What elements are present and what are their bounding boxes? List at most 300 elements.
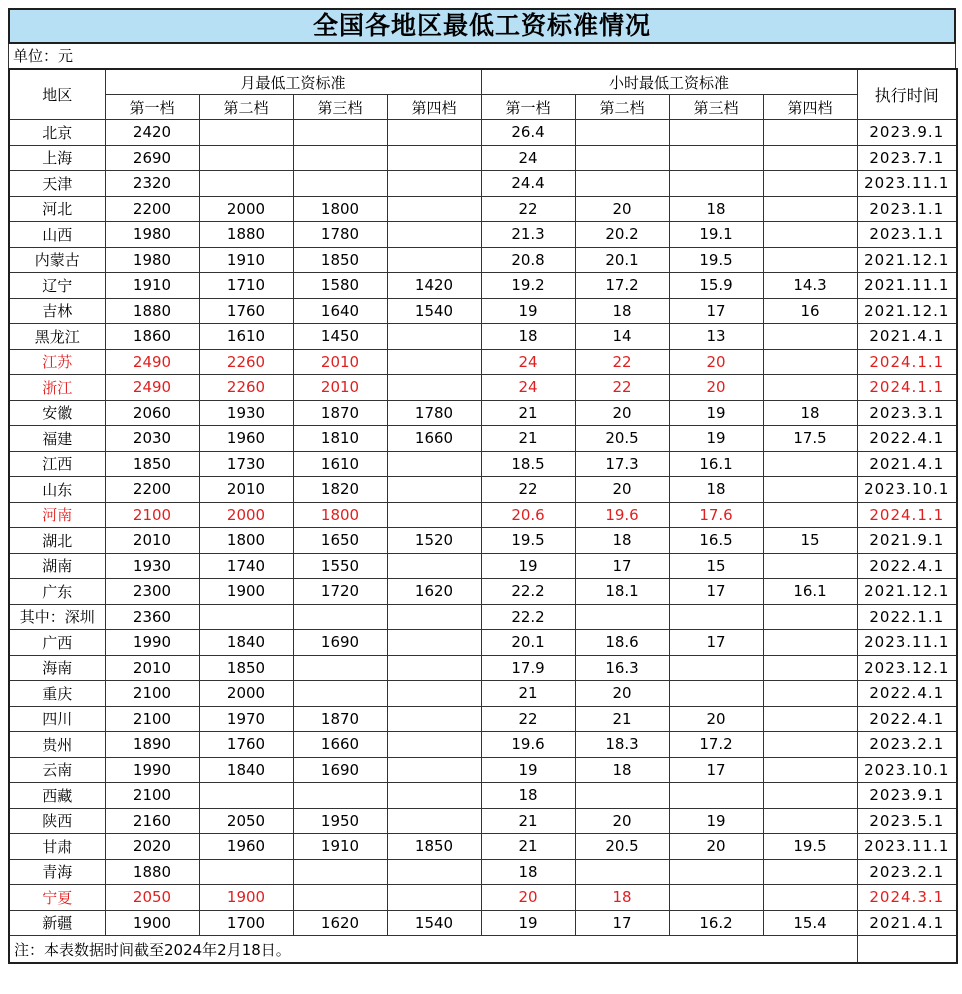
wage-sheet (8, 8, 956, 964)
hourly-tier-1-cell: 24 (481, 349, 575, 375)
monthly-tier-3-cell: 1910 (293, 834, 387, 860)
monthly-tier-1-cell: 2030 (105, 426, 199, 452)
hourly-tier-3-cell: 20 (669, 706, 763, 732)
region-cell: 山西 (9, 222, 105, 248)
monthly-tier-1-cell: 2100 (105, 502, 199, 528)
hourly-tier-2-cell: 17 (575, 910, 669, 936)
effective-date-cell: 2021.11.1 (857, 273, 957, 299)
region-cell: 海南 (9, 655, 105, 681)
effective-date-cell: 2023.11.1 (857, 171, 957, 197)
table-row (9, 375, 957, 401)
hourly-tier-3-cell: 20 (669, 834, 763, 860)
hourly-tier-1-cell: 19 (481, 298, 575, 324)
monthly-tier-1-cell: 2690 (105, 145, 199, 171)
monthly-tier-1-cell: 2010 (105, 655, 199, 681)
hourly-tier-1-cell: 22.2 (481, 604, 575, 630)
hourly-tier-4-cell (763, 120, 857, 146)
effective-date-cell: 2024.1.1 (857, 349, 957, 375)
effective-date-cell: 2024.1.1 (857, 502, 957, 528)
region-cell: 四川 (9, 706, 105, 732)
monthly-tier-1-cell: 1980 (105, 247, 199, 273)
hourly-tier-2-cell: 18 (575, 528, 669, 554)
monthly-tier-4-cell: 1780 (387, 400, 481, 426)
table-row (9, 247, 957, 273)
monthly-tier-4-cell (387, 655, 481, 681)
hourly-tier-1-cell: 21.3 (481, 222, 575, 248)
monthly-tier-1-cell: 2490 (105, 349, 199, 375)
hourly-tier-1-cell: 22 (481, 196, 575, 222)
monthly-tier-3-cell: 1550 (293, 553, 387, 579)
table-row (9, 222, 957, 248)
monthly-tier-2-cell: 1760 (199, 298, 293, 324)
footnote-empty-cell (857, 936, 957, 964)
wage-table (8, 68, 958, 964)
hourly-tier-4-cell (763, 604, 857, 630)
monthly-tier-1-cell: 1930 (105, 553, 199, 579)
table-row (9, 910, 957, 936)
effective-date-cell: 2023.2.1 (857, 732, 957, 758)
hourly-tier-4-cell (763, 808, 857, 834)
monthly-tier-2-cell: 1970 (199, 706, 293, 732)
monthly-tier-3-cell (293, 681, 387, 707)
hourly-tier-2-cell: 18 (575, 298, 669, 324)
region-cell: 广东 (9, 579, 105, 605)
table-row (9, 451, 957, 477)
effective-date-cell: 2021.12.1 (857, 298, 957, 324)
monthly-tier-2-cell: 1800 (199, 528, 293, 554)
effective-date-cell: 2023.7.1 (857, 145, 957, 171)
monthly-tier-2-header: 第二档 (199, 95, 293, 120)
monthly-tier-2-cell: 2000 (199, 502, 293, 528)
hourly-tier-4-cell: 18 (763, 400, 857, 426)
hourly-tier-4-cell (763, 732, 857, 758)
hourly-tier-2-cell: 22 (575, 375, 669, 401)
hourly-tier-3-cell: 15 (669, 553, 763, 579)
hourly-tier-2-cell (575, 604, 669, 630)
monthly-tier-4-cell (387, 604, 481, 630)
hourly-tier-2-cell: 17 (575, 553, 669, 579)
monthly-tier-2-cell: 1610 (199, 324, 293, 350)
hourly-tier-2-cell (575, 783, 669, 809)
hourly-tier-4-cell (763, 885, 857, 911)
monthly-tier-4-cell: 1420 (387, 273, 481, 299)
hourly-tier-2-cell: 19.6 (575, 502, 669, 528)
region-cell: 内蒙古 (9, 247, 105, 273)
hourly-header: 小时最低工资标准 (481, 69, 857, 95)
table-row (9, 120, 957, 146)
hourly-tier-4-cell (763, 324, 857, 350)
region-cell: 陕西 (9, 808, 105, 834)
hourly-tier-4-cell (763, 451, 857, 477)
monthly-tier-3-cell: 1720 (293, 579, 387, 605)
monthly-tier-2-cell: 2000 (199, 681, 293, 707)
region-cell: 其中：深圳 (9, 604, 105, 630)
hourly-tier-2-cell (575, 120, 669, 146)
hourly-tier-3-cell (669, 171, 763, 197)
monthly-tier-2-cell: 1700 (199, 910, 293, 936)
monthly-tier-1-cell: 1860 (105, 324, 199, 350)
hourly-tier-2-cell: 18 (575, 757, 669, 783)
monthly-tier-4-cell (387, 757, 481, 783)
monthly-tier-1-cell: 1880 (105, 298, 199, 324)
hourly-tier-4-cell (763, 706, 857, 732)
monthly-tier-4-cell (387, 120, 481, 146)
monthly-tier-2-cell: 2000 (199, 196, 293, 222)
region-cell: 宁夏 (9, 885, 105, 911)
monthly-tier-3-cell: 1780 (293, 222, 387, 248)
hourly-tier-2-cell: 18.3 (575, 732, 669, 758)
hourly-tier-2-cell: 20 (575, 196, 669, 222)
hourly-tier-3-cell: 17 (669, 630, 763, 656)
monthly-tier-2-cell: 1960 (199, 834, 293, 860)
monthly-tier-2-cell: 1930 (199, 400, 293, 426)
hourly-tier-1-cell: 22 (481, 477, 575, 503)
monthly-tier-2-cell: 1960 (199, 426, 293, 452)
region-cell: 新疆 (9, 910, 105, 936)
effective-date-cell: 2023.10.1 (857, 757, 957, 783)
monthly-tier-1-cell: 2320 (105, 171, 199, 197)
region-cell: 广西 (9, 630, 105, 656)
table-row (9, 273, 957, 299)
monthly-tier-2-cell: 1900 (199, 885, 293, 911)
monthly-tier-1-cell: 1980 (105, 222, 199, 248)
hourly-tier-1-cell: 18 (481, 859, 575, 885)
effective-date-cell: 2021.4.1 (857, 324, 957, 350)
effective-date-cell: 2023.5.1 (857, 808, 957, 834)
hourly-tier-2-cell: 14 (575, 324, 669, 350)
monthly-tier-4-cell (387, 885, 481, 911)
monthly-tier-4-header: 第四档 (387, 95, 481, 120)
effective-date-cell: 2021.12.1 (857, 579, 957, 605)
monthly-tier-3-cell (293, 145, 387, 171)
hourly-tier-2-cell: 20 (575, 477, 669, 503)
hourly-tier-1-cell: 24.4 (481, 171, 575, 197)
monthly-tier-1-cell: 2020 (105, 834, 199, 860)
table-row (9, 502, 957, 528)
monthly-tier-1-cell: 2300 (105, 579, 199, 605)
region-cell: 天津 (9, 171, 105, 197)
hourly-tier-2-cell: 20 (575, 681, 669, 707)
hourly-tier-4-cell (763, 349, 857, 375)
monthly-tier-3-cell (293, 120, 387, 146)
hourly-tier-2-cell: 20 (575, 400, 669, 426)
effective-date-cell: 2023.9.1 (857, 783, 957, 809)
monthly-tier-4-cell (387, 247, 481, 273)
monthly-tier-1-cell: 2160 (105, 808, 199, 834)
monthly-tier-3-cell: 1610 (293, 451, 387, 477)
monthly-tier-2-cell: 1710 (199, 273, 293, 299)
hourly-tier-1-cell: 21 (481, 400, 575, 426)
monthly-tier-2-cell (199, 120, 293, 146)
monthly-tier-4-cell: 1540 (387, 910, 481, 936)
hourly-tier-4-cell: 16 (763, 298, 857, 324)
hourly-tier-4-cell (763, 757, 857, 783)
monthly-tier-2-cell: 2050 (199, 808, 293, 834)
hourly-tier-4-cell (763, 681, 857, 707)
monthly-tier-4-cell (387, 375, 481, 401)
monthly-tier-3-cell: 1640 (293, 298, 387, 324)
header-row-2 (9, 95, 957, 120)
table-row (9, 145, 957, 171)
effective-date-cell: 2023.11.1 (857, 630, 957, 656)
table-row (9, 426, 957, 452)
hourly-tier-1-cell: 19 (481, 553, 575, 579)
hourly-tier-4-cell (763, 247, 857, 273)
hourly-tier-4-cell (763, 222, 857, 248)
hourly-tier-1-cell: 24 (481, 375, 575, 401)
hourly-tier-1-cell: 20.6 (481, 502, 575, 528)
monthly-tier-3-cell (293, 604, 387, 630)
monthly-tier-4-cell: 1620 (387, 579, 481, 605)
table-row (9, 477, 957, 503)
unit-label: 单位：元 (8, 44, 956, 68)
monthly-tier-4-cell (387, 808, 481, 834)
monthly-tier-4-cell (387, 732, 481, 758)
hourly-tier-3-header: 第三档 (669, 95, 763, 120)
hourly-tier-3-cell: 18 (669, 477, 763, 503)
table-row (9, 681, 957, 707)
region-cell: 西藏 (9, 783, 105, 809)
hourly-tier-3-cell (669, 885, 763, 911)
hourly-tier-4-cell (763, 553, 857, 579)
hourly-tier-3-cell: 17.2 (669, 732, 763, 758)
monthly-tier-4-cell (387, 145, 481, 171)
monthly-tier-1-cell: 1910 (105, 273, 199, 299)
hourly-tier-3-cell: 19.5 (669, 247, 763, 273)
hourly-tier-4-cell (763, 171, 857, 197)
monthly-tier-1-cell: 1990 (105, 757, 199, 783)
region-cell: 北京 (9, 120, 105, 146)
hourly-tier-2-cell: 16.3 (575, 655, 669, 681)
monthly-tier-4-cell (387, 681, 481, 707)
monthly-tier-2-cell (199, 783, 293, 809)
effective-date-cell: 2023.12.1 (857, 655, 957, 681)
hourly-tier-2-cell (575, 145, 669, 171)
hourly-tier-3-cell: 16.5 (669, 528, 763, 554)
effective-date-cell: 2023.10.1 (857, 477, 957, 503)
hourly-tier-2-cell: 18.6 (575, 630, 669, 656)
hourly-tier-4-cell (763, 375, 857, 401)
effective-date-cell: 2021.4.1 (857, 451, 957, 477)
hourly-tier-1-cell: 18 (481, 783, 575, 809)
table-row (9, 349, 957, 375)
hourly-tier-1-cell: 21 (481, 834, 575, 860)
monthly-tier-4-cell (387, 451, 481, 477)
hourly-tier-3-cell: 19 (669, 426, 763, 452)
monthly-tier-3-cell (293, 783, 387, 809)
monthly-tier-4-cell (387, 706, 481, 732)
monthly-tier-1-cell: 2100 (105, 681, 199, 707)
region-cell: 安徽 (9, 400, 105, 426)
hourly-tier-2-cell: 22 (575, 349, 669, 375)
hourly-tier-1-cell: 20.1 (481, 630, 575, 656)
region-cell: 湖北 (9, 528, 105, 554)
monthly-tier-3-cell: 1800 (293, 502, 387, 528)
monthly-tier-1-cell: 1890 (105, 732, 199, 758)
effective-date-cell: 2022.4.1 (857, 426, 957, 452)
hourly-tier-2-cell: 20.5 (575, 426, 669, 452)
region-cell: 河北 (9, 196, 105, 222)
hourly-tier-3-cell: 19 (669, 400, 763, 426)
monthly-tier-3-cell: 1660 (293, 732, 387, 758)
hourly-tier-2-cell: 20.1 (575, 247, 669, 273)
hourly-tier-4-cell: 19.5 (763, 834, 857, 860)
table-row (9, 834, 957, 860)
monthly-tier-3-cell: 1820 (293, 477, 387, 503)
region-cell: 湖南 (9, 553, 105, 579)
monthly-tier-2-cell: 2260 (199, 349, 293, 375)
hourly-tier-4-cell (763, 655, 857, 681)
monthly-tier-4-cell (387, 502, 481, 528)
hourly-tier-4-cell (763, 859, 857, 885)
monthly-tier-2-cell: 1740 (199, 553, 293, 579)
hourly-tier-2-cell: 20.5 (575, 834, 669, 860)
monthly-tier-3-cell: 1850 (293, 247, 387, 273)
effective-date-cell: 2022.4.1 (857, 681, 957, 707)
monthly-tier-1-cell: 2490 (105, 375, 199, 401)
region-cell: 吉林 (9, 298, 105, 324)
monthly-tier-3-cell: 1870 (293, 706, 387, 732)
hourly-tier-3-cell: 13 (669, 324, 763, 350)
table-row (9, 783, 957, 809)
monthly-tier-3-cell: 1450 (293, 324, 387, 350)
monthly-tier-3-cell (293, 655, 387, 681)
hourly-tier-1-cell: 21 (481, 426, 575, 452)
monthly-tier-1-cell: 2420 (105, 120, 199, 146)
hourly-tier-2-cell (575, 171, 669, 197)
table-row (9, 655, 957, 681)
monthly-tier-2-cell: 1850 (199, 655, 293, 681)
hourly-tier-4-cell (763, 502, 857, 528)
monthly-tier-4-cell (387, 171, 481, 197)
effective-date-cell: 2021.4.1 (857, 910, 957, 936)
hourly-tier-3-cell: 17.6 (669, 502, 763, 528)
hourly-tier-3-cell: 17 (669, 298, 763, 324)
region-cell: 江西 (9, 451, 105, 477)
effective-date-header: 执行时间 (857, 69, 957, 120)
hourly-tier-4-cell (763, 630, 857, 656)
region-cell: 甘肃 (9, 834, 105, 860)
effective-date-cell: 2021.9.1 (857, 528, 957, 554)
hourly-tier-4-cell (763, 477, 857, 503)
table-body (9, 120, 957, 936)
hourly-tier-4-cell (763, 145, 857, 171)
monthly-tier-3-cell (293, 885, 387, 911)
hourly-tier-2-cell (575, 859, 669, 885)
region-cell: 贵州 (9, 732, 105, 758)
monthly-tier-1-cell: 1850 (105, 451, 199, 477)
hourly-tier-4-cell: 15 (763, 528, 857, 554)
hourly-tier-3-cell: 16.1 (669, 451, 763, 477)
monthly-tier-2-cell (199, 145, 293, 171)
monthly-tier-4-cell (387, 324, 481, 350)
monthly-tier-4-cell: 1850 (387, 834, 481, 860)
monthly-tier-3-cell: 1690 (293, 757, 387, 783)
hourly-tier-4-cell (763, 196, 857, 222)
effective-date-cell: 2023.1.1 (857, 222, 957, 248)
monthly-tier-1-cell: 2100 (105, 706, 199, 732)
hourly-tier-3-cell: 18 (669, 196, 763, 222)
monthly-tier-3-cell (293, 171, 387, 197)
monthly-tier-3-cell: 1580 (293, 273, 387, 299)
hourly-tier-4-cell: 16.1 (763, 579, 857, 605)
monthly-tier-3-header: 第三档 (293, 95, 387, 120)
monthly-tier-4-cell: 1540 (387, 298, 481, 324)
monthly-tier-4-cell (387, 477, 481, 503)
hourly-tier-4-cell (763, 783, 857, 809)
hourly-tier-4-cell: 17.5 (763, 426, 857, 452)
monthly-tier-1-cell: 2010 (105, 528, 199, 554)
region-cell: 浙江 (9, 375, 105, 401)
monthly-tier-1-cell: 2060 (105, 400, 199, 426)
hourly-tier-1-cell: 18.5 (481, 451, 575, 477)
monthly-tier-2-cell: 1730 (199, 451, 293, 477)
region-cell: 河南 (9, 502, 105, 528)
table-row (9, 706, 957, 732)
monthly-tier-3-cell: 2010 (293, 375, 387, 401)
region-cell: 青海 (9, 859, 105, 885)
hourly-tier-2-cell: 17.3 (575, 451, 669, 477)
table-row (9, 324, 957, 350)
hourly-tier-3-cell (669, 145, 763, 171)
hourly-tier-3-cell: 17 (669, 757, 763, 783)
hourly-tier-3-cell: 20 (669, 349, 763, 375)
monthly-tier-1-cell: 2050 (105, 885, 199, 911)
monthly-tier-4-cell (387, 783, 481, 809)
monthly-tier-4-cell (387, 222, 481, 248)
monthly-tier-1-cell: 1880 (105, 859, 199, 885)
monthly-tier-2-cell: 1880 (199, 222, 293, 248)
monthly-tier-1-cell: 1990 (105, 630, 199, 656)
table-row (9, 528, 957, 554)
hourly-tier-1-cell: 20.8 (481, 247, 575, 273)
monthly-tier-2-cell: 1910 (199, 247, 293, 273)
table-row (9, 859, 957, 885)
monthly-tier-3-cell: 1650 (293, 528, 387, 554)
hourly-tier-1-cell: 20 (481, 885, 575, 911)
region-cell: 重庆 (9, 681, 105, 707)
table-row (9, 553, 957, 579)
hourly-tier-3-cell (669, 120, 763, 146)
hourly-tier-3-cell (669, 859, 763, 885)
region-header: 地区 (9, 69, 105, 120)
effective-date-cell: 2022.4.1 (857, 553, 957, 579)
hourly-tier-1-cell: 22 (481, 706, 575, 732)
monthly-tier-4-cell (387, 553, 481, 579)
monthly-tier-1-header: 第一档 (105, 95, 199, 120)
monthly-tier-4-cell (387, 349, 481, 375)
hourly-tier-3-cell (669, 604, 763, 630)
hourly-tier-1-cell: 24 (481, 145, 575, 171)
hourly-tier-4-cell: 14.3 (763, 273, 857, 299)
hourly-tier-2-cell: 20 (575, 808, 669, 834)
hourly-tier-4-cell: 15.4 (763, 910, 857, 936)
hourly-tier-2-cell: 20.2 (575, 222, 669, 248)
monthly-tier-1-cell: 2360 (105, 604, 199, 630)
hourly-tier-1-cell: 18 (481, 324, 575, 350)
table-row (9, 298, 957, 324)
note-row (9, 936, 957, 964)
hourly-tier-3-cell (669, 681, 763, 707)
effective-date-cell: 2023.1.1 (857, 196, 957, 222)
hourly-tier-1-cell: 19.5 (481, 528, 575, 554)
hourly-tier-3-cell: 16.2 (669, 910, 763, 936)
monthly-tier-3-cell: 1620 (293, 910, 387, 936)
monthly-tier-3-cell: 1950 (293, 808, 387, 834)
region-cell: 上海 (9, 145, 105, 171)
hourly-tier-2-cell: 18 (575, 885, 669, 911)
region-cell: 福建 (9, 426, 105, 452)
